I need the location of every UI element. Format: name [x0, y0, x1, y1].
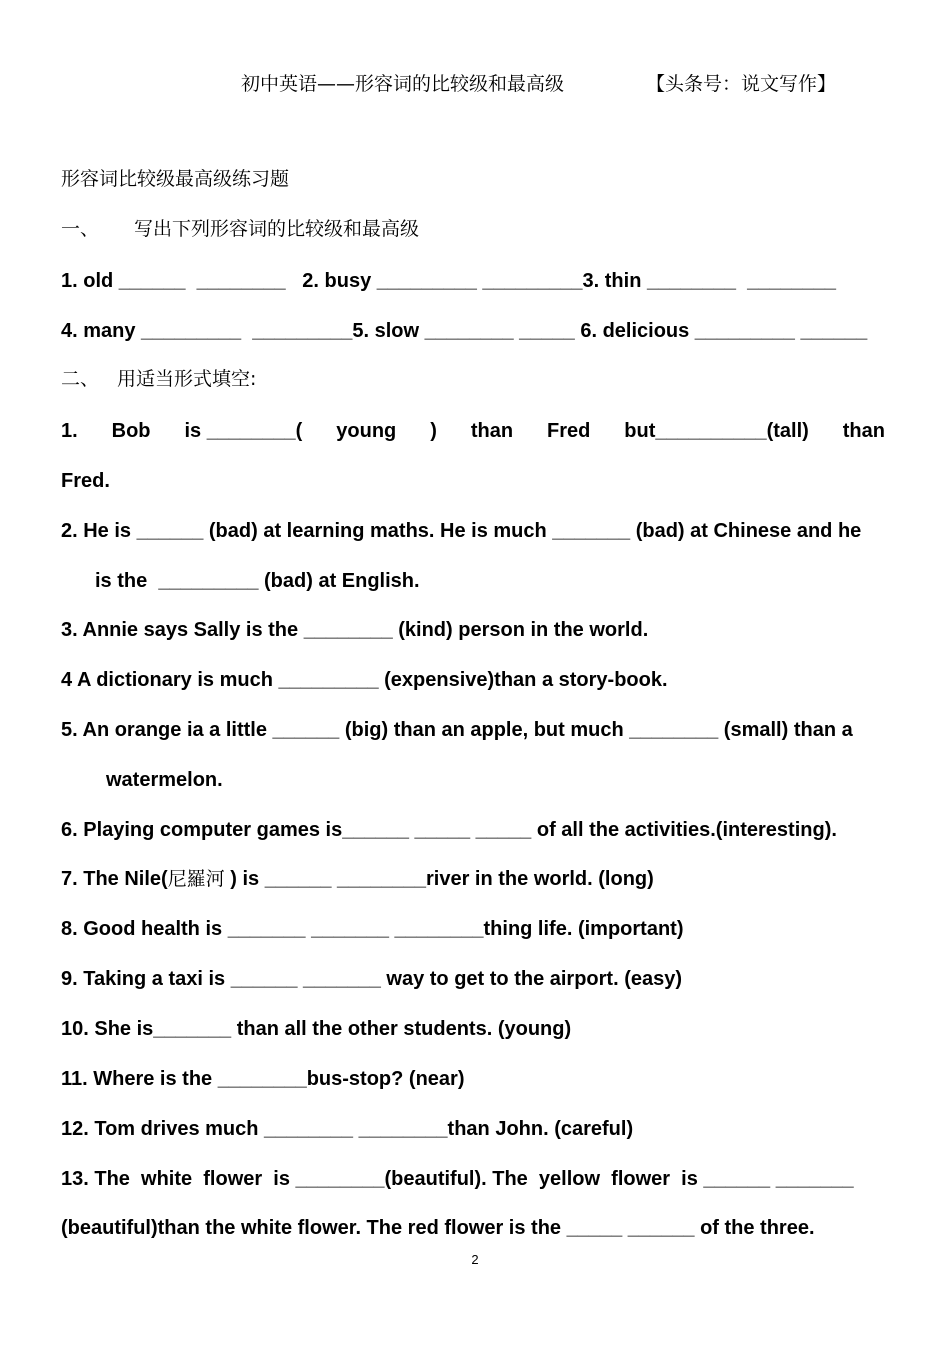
- header-source: 【头条号：说文写作】: [646, 73, 837, 95]
- header-title: 初中英语——形容词的比较级和最高级: [241, 73, 565, 95]
- question-3: 3. Annie says Sally is the ________ (kind) person in the world.: [61, 619, 649, 641]
- q1-word: is ________(: [184, 420, 303, 442]
- page-number: 2: [471, 1252, 479, 1267]
- section1-title: 写出下列形容词的比较级和最高级: [134, 218, 420, 240]
- q1-word: than: [470, 420, 514, 442]
- question-1: [61, 419, 885, 443]
- q1-word: young: [336, 420, 397, 442]
- question-13: 13. The white flower is ________(beautiful). The yellow flower is ______ _______: [61, 1168, 854, 1190]
- question-1-cont: Fred.: [61, 470, 110, 492]
- question-2: 2. He is ______ (bad) at learning maths. He is much _______ (bad) at Chinese and he: [61, 520, 862, 542]
- question-12: 12. Tom drives much ________ ________than John. (careful): [61, 1118, 634, 1140]
- question-13-cont: (beautiful)than the white flower. The red flower is the _____ ______ of the three.: [61, 1217, 815, 1239]
- question-2-cont: is the _________ (bad) at English.: [95, 570, 420, 592]
- q1-word: 1.: [61, 420, 78, 442]
- question-7: [61, 867, 654, 891]
- q1-word: Bob: [111, 420, 151, 442]
- q7-pre: 7. The Nile(: [61, 868, 168, 890]
- question-10: 10. She is_______ than all the other students. (young): [61, 1018, 572, 1040]
- question-4: 4 A dictionary is much _________ (expensive)than a story-book.: [61, 669, 668, 691]
- question-9: 9. Taking a taxi is ______ _______ way to get to the airport. (easy): [61, 968, 683, 990]
- section2-label: 二、: [61, 368, 100, 390]
- question-11: 11. Where is the ________bus-stop? (near): [61, 1068, 465, 1090]
- q1-word: than: [842, 420, 885, 442]
- question-5-cont: watermelon.: [106, 769, 223, 791]
- q1-word: ): [430, 420, 437, 442]
- q1-word: but__________(tall): [624, 420, 809, 442]
- q1-word: Fred: [546, 420, 591, 442]
- section2-title: 用适当形式填空:: [117, 368, 257, 390]
- q7-post: ) is ______ ________river in the world. (long): [224, 868, 654, 890]
- q7-chinese: 尼羅河: [167, 868, 225, 890]
- section1-label: 一、: [61, 218, 100, 240]
- exercise-heading: 形容词比较级最高级练习题: [61, 168, 290, 190]
- question-8: 8. Good health is _______ _______ ________thing life. (important): [61, 918, 684, 940]
- section1-row-1: 1. old ______ ________ 2. busy _________ _________3. thin ________ ________: [61, 270, 837, 292]
- question-5: 5. An orange ia a little ______ (big) than an apple, but much ________ (small) than a: [61, 719, 853, 741]
- question-6: 6. Playing computer games is______ _____ _____ of all the activities.(interesting).: [61, 819, 837, 841]
- section1-row-2: 4. many _________ _________5. slow ________ _____ 6. delicious _________ ______: [61, 320, 868, 342]
